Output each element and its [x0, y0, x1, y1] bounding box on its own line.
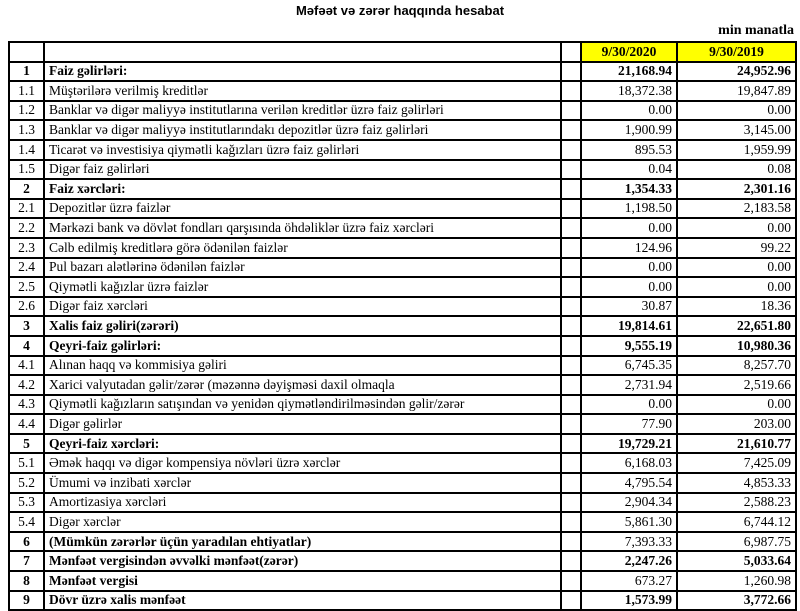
- value-2019-cell: 4,853.33: [677, 473, 796, 493]
- value-2019-cell: 99.22: [677, 238, 796, 258]
- table-row: [9, 101, 796, 121]
- row-spacer-cell: [561, 493, 581, 513]
- row-label-cell: Faiz gəlirləri:: [44, 62, 561, 82]
- value-2020-cell: 0.00: [581, 101, 677, 121]
- table-row: [9, 493, 796, 513]
- unit-note: min manatla: [718, 23, 794, 38]
- row-label-cell: Qeyri-faiz xərcləri:: [44, 434, 561, 454]
- table-row: [9, 160, 796, 180]
- value-2019-cell: 0.00: [677, 258, 796, 278]
- value-2019-cell: 19,847.89: [677, 81, 796, 101]
- row-label-cell: (Mümkün zərərlər üçün yaradılan ehtiyatlar): [44, 532, 561, 552]
- value-2019-cell: 21,610.77: [677, 434, 796, 454]
- header-col-2020: 9/30/2020: [581, 42, 677, 62]
- value-2019-cell: 0.00: [677, 395, 796, 415]
- table-row: [9, 571, 796, 591]
- value-2019-cell: 203.00: [677, 414, 796, 434]
- table-row: [9, 512, 796, 532]
- row-label-cell: Xarici valyutadan gəlir/zərər (məzənnə dəyişməsi daxil olmaqla: [44, 375, 561, 395]
- value-2019-cell: 8,257.70: [677, 356, 796, 376]
- value-2019-cell: 0.00: [677, 218, 796, 238]
- value-2019-cell: 2,301.16: [677, 179, 796, 199]
- row-number-cell: 7: [9, 551, 44, 571]
- row-spacer-cell: [561, 395, 581, 415]
- table-row: [9, 258, 796, 278]
- row-label-cell: Banklar və digər maliyyə institutlarındakı depozitlər üzrə faiz gəlirləri: [44, 120, 561, 140]
- row-number-cell: 1.1: [9, 81, 44, 101]
- value-2020-cell: 895.53: [581, 140, 677, 160]
- row-number-cell: 4.4: [9, 414, 44, 434]
- value-2020-cell: 124.96: [581, 238, 677, 258]
- value-2020-cell: 30.87: [581, 297, 677, 317]
- row-spacer-cell: [561, 238, 581, 258]
- row-spacer-cell: [561, 258, 581, 278]
- page-title: Məfəət və zərər haqqında hesabat: [295, 3, 505, 18]
- row-spacer-cell: [561, 199, 581, 219]
- value-2020-cell: 2,731.94: [581, 375, 677, 395]
- value-2019-cell: 6,987.75: [677, 532, 796, 552]
- row-spacer-cell: [561, 179, 581, 199]
- value-2020-cell: 0.04: [581, 160, 677, 180]
- value-2020-cell: 5,861.30: [581, 512, 677, 532]
- value-2020-cell: 1,354.33: [581, 179, 677, 199]
- row-spacer-cell: [561, 375, 581, 395]
- value-2020-cell: 6,745.35: [581, 356, 677, 376]
- row-spacer-cell: [561, 81, 581, 101]
- value-2020-cell: 6,168.03: [581, 453, 677, 473]
- row-label-cell: Qiymətli kağızların satışından və yenidən qiymətləndirilməsindən gəlir/zərər: [44, 395, 561, 415]
- row-number-cell: 5.2: [9, 473, 44, 493]
- table-row: [9, 453, 796, 473]
- value-2020-cell: 4,795.54: [581, 473, 677, 493]
- report-table: [8, 41, 797, 611]
- row-spacer-cell: [561, 336, 581, 356]
- table-row: [9, 238, 796, 258]
- row-number-cell: 1.4: [9, 140, 44, 160]
- row-spacer-cell: [561, 356, 581, 376]
- table-row: [9, 551, 796, 571]
- header-row: [9, 42, 796, 62]
- value-2019-cell: 22,651.80: [677, 316, 796, 336]
- table-row: [9, 140, 796, 160]
- row-label-cell: Xalis faiz gəliri(zərəri): [44, 316, 561, 336]
- report-table-body: [9, 62, 796, 611]
- row-spacer-cell: [561, 591, 581, 611]
- row-spacer-cell: [561, 62, 581, 82]
- table-row: [9, 179, 796, 199]
- value-2019-cell: 0.08: [677, 160, 796, 180]
- table-row: [9, 434, 796, 454]
- value-2020-cell: 1,198.50: [581, 199, 677, 219]
- row-number-cell: 5: [9, 434, 44, 454]
- header-number-cell: [9, 42, 44, 62]
- value-2019-cell: 5,033.64: [677, 551, 796, 571]
- row-number-cell: 2.4: [9, 258, 44, 278]
- value-2020-cell: 2,247.26: [581, 551, 677, 571]
- row-label-cell: Qeyri-faiz gəlirləri:: [44, 336, 561, 356]
- header-spacer-cell: [561, 42, 581, 62]
- value-2019-cell: 2,183.58: [677, 199, 796, 219]
- value-2019-cell: 7,425.09: [677, 453, 796, 473]
- table-row: [9, 199, 796, 219]
- value-2020-cell: 1,573.99: [581, 591, 677, 611]
- row-spacer-cell: [561, 453, 581, 473]
- row-label-cell: Digər gəlirlər: [44, 414, 561, 434]
- row-number-cell: 4.3: [9, 395, 44, 415]
- value-2019-cell: 3,772.66: [677, 591, 796, 611]
- row-spacer-cell: [561, 473, 581, 493]
- table-row: [9, 316, 796, 336]
- row-number-cell: 4.1: [9, 356, 44, 376]
- value-2019-cell: 10,980.36: [677, 336, 796, 356]
- row-number-cell: 3: [9, 316, 44, 336]
- table-row: [9, 81, 796, 101]
- row-spacer-cell: [561, 434, 581, 454]
- value-2019-cell: 0.00: [677, 101, 796, 121]
- row-spacer-cell: [561, 532, 581, 552]
- value-2020-cell: 0.00: [581, 258, 677, 278]
- value-2020-cell: 0.00: [581, 218, 677, 238]
- table-row: [9, 297, 796, 317]
- value-2019-cell: 2,519.66: [677, 375, 796, 395]
- value-2019-cell: 6,744.12: [677, 512, 796, 532]
- row-number-cell: 5.4: [9, 512, 44, 532]
- row-label-cell: Əmək haqqı və digər kompensiya növləri üzrə xərclər: [44, 453, 561, 473]
- row-number-cell: 9: [9, 591, 44, 611]
- row-number-cell: 2.5: [9, 277, 44, 297]
- header-label-cell: [44, 42, 561, 62]
- table-row: [9, 120, 796, 140]
- row-number-cell: 1.3: [9, 120, 44, 140]
- header-col-2019: 9/30/2019: [677, 42, 796, 62]
- row-number-cell: 2.6: [9, 297, 44, 317]
- row-label-cell: Ümumi və inzibati xərclər: [44, 473, 561, 493]
- value-2020-cell: 1,900.99: [581, 120, 677, 140]
- row-spacer-cell: [561, 120, 581, 140]
- row-label-cell: Müştərilərə verilmiş kreditlər: [44, 81, 561, 101]
- value-2020-cell: 9,555.19: [581, 336, 677, 356]
- row-label-cell: Mərkəzi bank və dövlət fondları qarşısında öhdəliklər üzrə faiz xərcləri: [44, 218, 561, 238]
- row-label-cell: Alınan haqq və kommisiya gəliri: [44, 356, 561, 376]
- row-spacer-cell: [561, 140, 581, 160]
- row-number-cell: 4: [9, 336, 44, 356]
- value-2019-cell: 1,260.98: [677, 571, 796, 591]
- value-2020-cell: 19,729.21: [581, 434, 677, 454]
- row-number-cell: 5.3: [9, 493, 44, 513]
- row-spacer-cell: [561, 101, 581, 121]
- value-2019-cell: 24,952.96: [677, 62, 796, 82]
- value-2019-cell: 18.36: [677, 297, 796, 317]
- table-row: [9, 218, 796, 238]
- row-label-cell: Depozitlər üzrə faizlər: [44, 199, 561, 219]
- value-2019-cell: 3,145.00: [677, 120, 796, 140]
- row-number-cell: 6: [9, 532, 44, 552]
- row-label-cell: Dövr üzrə xalis mənfəət: [44, 591, 561, 611]
- row-number-cell: 4.2: [9, 375, 44, 395]
- row-number-cell: 2.2: [9, 218, 44, 238]
- row-label-cell: Banklar və digər maliyyə institutlarına verilən kreditlər üzrə faiz gəlirləri: [44, 101, 561, 121]
- value-2020-cell: 2,904.34: [581, 493, 677, 513]
- row-number-cell: 1: [9, 62, 44, 82]
- table-row: [9, 277, 796, 297]
- table-row: [9, 356, 796, 376]
- row-number-cell: 5.1: [9, 453, 44, 473]
- value-2020-cell: 19,814.61: [581, 316, 677, 336]
- value-2020-cell: 673.27: [581, 571, 677, 591]
- row-spacer-cell: [561, 571, 581, 591]
- value-2020-cell: 0.00: [581, 277, 677, 297]
- row-number-cell: 2.1: [9, 199, 44, 219]
- value-2019-cell: 0.00: [677, 277, 796, 297]
- row-spacer-cell: [561, 277, 581, 297]
- value-2020-cell: 18,372.38: [581, 81, 677, 101]
- row-label-cell: Amortizasiya xərcləri: [44, 493, 561, 513]
- row-label-cell: Digər xərclər: [44, 512, 561, 532]
- row-label-cell: Cəlb edilmiş kreditlərə görə ödənilən faizlər: [44, 238, 561, 258]
- value-2020-cell: 21,168.94: [581, 62, 677, 82]
- row-spacer-cell: [561, 218, 581, 238]
- row-label-cell: Mənfəət vergisindən əvvəlki mənfəət(zərər): [44, 551, 561, 571]
- table-row: [9, 395, 796, 415]
- table-row: [9, 336, 796, 356]
- row-number-cell: 1.2: [9, 101, 44, 121]
- row-spacer-cell: [561, 414, 581, 434]
- row-spacer-cell: [561, 316, 581, 336]
- table-row: [9, 591, 796, 611]
- row-label-cell: Ticarət və investisiya qiymətli kağızları üzrə faiz gəlirləri: [44, 140, 561, 160]
- row-spacer-cell: [561, 297, 581, 317]
- table-row: [9, 414, 796, 434]
- value-2020-cell: 77.90: [581, 414, 677, 434]
- row-label-cell: Faiz xərcləri:: [44, 179, 561, 199]
- row-spacer-cell: [561, 551, 581, 571]
- row-spacer-cell: [561, 160, 581, 180]
- row-number-cell: 8: [9, 571, 44, 591]
- row-number-cell: 2.3: [9, 238, 44, 258]
- row-label-cell: Digər faiz gəlirləri: [44, 160, 561, 180]
- table-row: [9, 375, 796, 395]
- value-2019-cell: 2,588.23: [677, 493, 796, 513]
- value-2020-cell: 7,393.33: [581, 532, 677, 552]
- row-spacer-cell: [561, 512, 581, 532]
- table-row: [9, 532, 796, 552]
- row-number-cell: 2: [9, 179, 44, 199]
- row-label-cell: Pul bazarı alətlərinə ödənilən faizlər: [44, 258, 561, 278]
- value-2020-cell: 0.00: [581, 395, 677, 415]
- row-label-cell: Qiymətli kağızlar üzrə faizlər: [44, 277, 561, 297]
- row-label-cell: Digər faiz xərcləri: [44, 297, 561, 317]
- value-2019-cell: 1,959.99: [677, 140, 796, 160]
- row-label-cell: Mənfəət vergisi: [44, 571, 561, 591]
- table-row: [9, 473, 796, 493]
- row-number-cell: 1.5: [9, 160, 44, 180]
- table-row: [9, 62, 796, 82]
